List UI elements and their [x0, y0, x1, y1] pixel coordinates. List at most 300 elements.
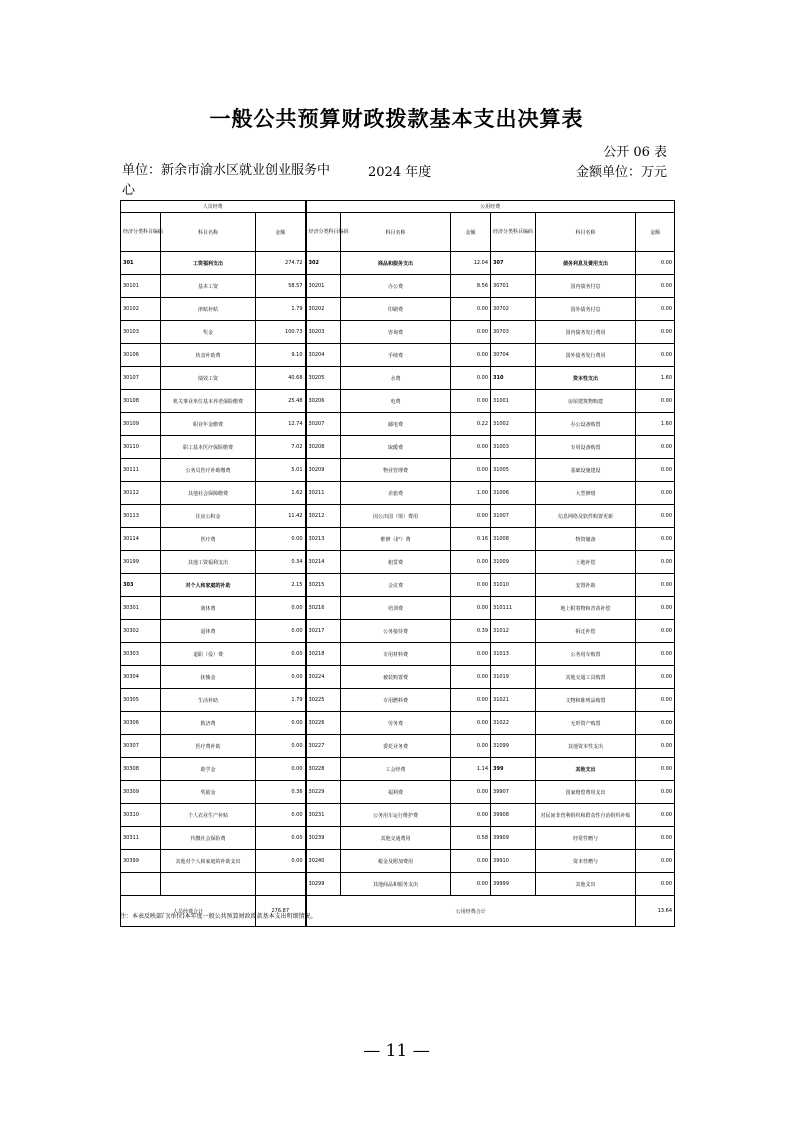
code-cell: 39909	[491, 827, 536, 850]
table-row	[121, 252, 675, 275]
amount-cell: 1.62	[256, 482, 306, 505]
code-cell: 31008	[491, 528, 536, 551]
code-cell: 31005	[491, 459, 536, 482]
code-cell: 30215	[306, 574, 341, 597]
amount-cell: 0.00	[636, 643, 675, 666]
amount-cell: 0.00	[636, 505, 675, 528]
name-cell: 因公出国（境）费用	[341, 505, 451, 528]
amount-cell: 0.00	[256, 712, 306, 735]
code-cell: 30226	[306, 712, 341, 735]
name-cell: 资本性赠与	[536, 850, 636, 873]
code-cell: 30216	[306, 597, 341, 620]
amount-header: 金额	[451, 213, 491, 252]
name-cell: 安置补助	[536, 574, 636, 597]
code-cell: 30203	[306, 321, 341, 344]
table-row	[121, 413, 675, 436]
code-cell: 30201	[306, 275, 341, 298]
name-cell: 津贴补贴	[161, 298, 256, 321]
table-row	[121, 873, 675, 896]
amount-cell: 0.00	[451, 735, 491, 758]
code-cell: 31099	[491, 735, 536, 758]
amount-header: 金额	[256, 213, 306, 252]
code-cell: 30307	[121, 735, 161, 758]
amount-cell: 0.00	[636, 252, 675, 275]
amount-cell: 12.04	[451, 252, 491, 275]
name-header: 科目名称	[341, 213, 451, 252]
code-cell: 30704	[491, 344, 536, 367]
name-cell	[161, 873, 256, 896]
code-cell: 31001	[491, 390, 536, 413]
amount-cell: 0.00	[256, 850, 306, 873]
amount-cell: 0.00	[636, 597, 675, 620]
amount-cell: 12.74	[256, 413, 306, 436]
table-row	[121, 298, 675, 321]
unit-label: 单位：新余市渝水区就业创业服务中心	[122, 163, 331, 198]
amount-cell: 0.00	[636, 712, 675, 735]
amount-cell: 0.00	[636, 804, 675, 827]
table-row	[121, 321, 675, 344]
table-row	[121, 275, 675, 298]
code-cell: 31003	[491, 436, 536, 459]
code-cell: 30199	[121, 551, 161, 574]
name-cell: 地上附着物和青苗补偿	[536, 597, 636, 620]
name-cell: 其他支出	[536, 873, 636, 896]
amount-cell: 0.00	[636, 298, 675, 321]
name-cell: 办公设备购置	[536, 413, 636, 436]
amount-cell: 0.00	[636, 781, 675, 804]
name-cell: 土地补偿	[536, 551, 636, 574]
name-cell: 文物和陈列品购置	[536, 689, 636, 712]
code-cell: 30213	[306, 528, 341, 551]
table-row	[121, 712, 675, 735]
code-cell: 30207	[306, 413, 341, 436]
code-cell: 30209	[306, 459, 341, 482]
table-row	[121, 781, 675, 804]
code-cell: 30311	[121, 827, 161, 850]
name-cell: 公务用车运行维护费	[341, 804, 451, 827]
code-cell: 31022	[491, 712, 536, 735]
code-cell: 30114	[121, 528, 161, 551]
code-cell: 30106	[121, 344, 161, 367]
amount-cell: 0.00	[451, 689, 491, 712]
code-cell: 303	[121, 574, 161, 597]
amount-cell: 0.00	[636, 390, 675, 413]
code-cell: 30240	[306, 850, 341, 873]
code-cell: 39999	[491, 873, 536, 896]
amount-cell: 0.00	[636, 689, 675, 712]
code-cell: 30701	[491, 275, 536, 298]
year-label: 2024 年度	[368, 165, 432, 180]
code-cell: 30208	[306, 436, 341, 459]
name-cell: 办公费	[341, 275, 451, 298]
amount-cell: 0.00	[451, 298, 491, 321]
code-cell: 30218	[306, 643, 341, 666]
name-cell: 基础设施建设	[536, 459, 636, 482]
table-row	[121, 574, 675, 597]
name-cell: 基本工资	[161, 275, 256, 298]
name-cell: 机关事业单位基本养老保险缴费	[161, 390, 256, 413]
page-number: — 11 —	[363, 1041, 430, 1061]
name-cell: 救济费	[161, 712, 256, 735]
name-cell: 差旅费	[341, 482, 451, 505]
code-cell: 30308	[121, 758, 161, 781]
amount-cell: 0.00	[451, 505, 491, 528]
name-cell: 对民间非营利组织和群众性自治组织补贴	[536, 804, 636, 827]
amount-cell: 0.00	[451, 344, 491, 367]
amount-cell: 11.42	[256, 505, 306, 528]
table-row	[121, 850, 675, 873]
code-cell: 301	[121, 252, 161, 275]
name-cell: 国外债务付息	[536, 298, 636, 321]
amount-cell: 0.00	[636, 482, 675, 505]
table-row	[121, 597, 675, 620]
code-cell: 30227	[306, 735, 341, 758]
table-row	[121, 643, 675, 666]
page-title: 一般公共预算财政拨款基本支出决算表	[209, 106, 584, 131]
amount-cell: 0.34	[256, 551, 306, 574]
name-cell: 医疗费补助	[161, 735, 256, 758]
table-row	[121, 344, 675, 367]
amount-cell: 0.00	[451, 436, 491, 459]
amount-cell: 0.00	[256, 666, 306, 689]
code-cell: 30399	[121, 850, 161, 873]
name-cell: 其他支出	[536, 758, 636, 781]
code-cell: 31013	[491, 643, 536, 666]
code-cell: 302	[306, 252, 341, 275]
code-cell: 30103	[121, 321, 161, 344]
name-cell: 职业年金缴费	[161, 413, 256, 436]
expenditure-table	[120, 200, 675, 927]
personnel-total-value: 276.87	[256, 896, 306, 927]
amount-cell: 8.56	[451, 275, 491, 298]
code-cell: 30108	[121, 390, 161, 413]
amount-cell: 0.00	[636, 758, 675, 781]
amount-cell: 274.72	[256, 252, 306, 275]
name-cell: 物业管理费	[341, 459, 451, 482]
table-row	[121, 505, 675, 528]
code-cell: 31009	[491, 551, 536, 574]
public-total-value: 13.64	[636, 896, 675, 927]
amount-cell: 0.22	[451, 413, 491, 436]
name-cell: 电费	[341, 390, 451, 413]
amount-cell: 0.00	[636, 275, 675, 298]
name-header: 科目名称	[161, 213, 256, 252]
amount-cell: 0.00	[256, 528, 306, 551]
table-row	[121, 367, 675, 390]
name-cell: 公务员医疗补助缴费	[161, 459, 256, 482]
name-cell: 资本性支出	[536, 367, 636, 390]
code-cell: 30302	[121, 620, 161, 643]
code-cell: 30239	[306, 827, 341, 850]
name-cell: 助学金	[161, 758, 256, 781]
code-cell: 30229	[306, 781, 341, 804]
name-cell: 培训费	[341, 597, 451, 620]
name-cell: 其他交通费用	[341, 827, 451, 850]
code-cell: 30703	[491, 321, 536, 344]
name-cell: 拆迁补偿	[536, 620, 636, 643]
name-cell: 委托业务费	[341, 735, 451, 758]
personnel-total-label: 人员经费合计	[121, 896, 256, 927]
name-cell: 工会经费	[341, 758, 451, 781]
name-cell: 专用材料费	[341, 643, 451, 666]
code-cell: 30202	[306, 298, 341, 321]
name-cell: 租赁费	[341, 551, 451, 574]
name-cell: 被装购置费	[341, 666, 451, 689]
amount-cell: 0.00	[636, 344, 675, 367]
code-cell: 30107	[121, 367, 161, 390]
table-row	[121, 459, 675, 482]
name-cell: 公务用车购置	[536, 643, 636, 666]
amount-cell	[256, 873, 306, 896]
code-cell: 30306	[121, 712, 161, 735]
table-note: 注：本表反映部门(单位)本年度一般公共预算财政拨款基本支出明细情况。	[120, 913, 317, 920]
code-cell: 399	[491, 758, 536, 781]
code-cell: 30211	[306, 482, 341, 505]
name-cell: 伙食补助费	[161, 344, 256, 367]
amount-cell: 25.48	[256, 390, 306, 413]
code-cell: 30224	[306, 666, 341, 689]
code-cell: 30310	[121, 804, 161, 827]
amount-cell: 0.00	[636, 666, 675, 689]
name-cell: 债务利息及费用支出	[536, 252, 636, 275]
name-cell: 福利费	[341, 781, 451, 804]
table-row	[121, 528, 675, 551]
amount-cell: 0.16	[451, 528, 491, 551]
name-cell: 工资福利支出	[161, 252, 256, 275]
table-row	[121, 551, 675, 574]
name-cell: 大型修缮	[536, 482, 636, 505]
name-cell: 医疗费	[161, 528, 256, 551]
amount-cell: 0.00	[636, 459, 675, 482]
name-cell: 生活补助	[161, 689, 256, 712]
name-cell: 无形资产购置	[536, 712, 636, 735]
amount-cell: 0.00	[451, 781, 491, 804]
name-cell: 咨询费	[341, 321, 451, 344]
personnel-header: 人员经费	[121, 201, 306, 213]
name-cell: 其他工资福利支出	[161, 551, 256, 574]
code-cell: 307	[491, 252, 536, 275]
name-cell: 奖金	[161, 321, 256, 344]
name-cell: 住房公积金	[161, 505, 256, 528]
code-cell: 30214	[306, 551, 341, 574]
name-cell: 维修（护）费	[341, 528, 451, 551]
table-row	[121, 620, 675, 643]
name-cell: 退休费	[161, 620, 256, 643]
code-cell: 310	[491, 367, 536, 390]
amount-cell: 0.00	[451, 459, 491, 482]
amount-cell: 9.10	[256, 344, 306, 367]
amount-cell: 0.00	[451, 390, 491, 413]
amount-cell: 0.00	[256, 735, 306, 758]
name-cell: 其他对个人和家庭的补助支出	[161, 850, 256, 873]
name-cell: 物资储备	[536, 528, 636, 551]
amount-cell: 0.00	[636, 620, 675, 643]
table-row	[121, 482, 675, 505]
amount-cell: 0.00	[636, 827, 675, 850]
name-cell: 房屋建筑物购建	[536, 390, 636, 413]
code-cell: 30204	[306, 344, 341, 367]
amount-unit-label: 金额单位：万元	[575, 165, 667, 180]
code-cell: 30217	[306, 620, 341, 643]
public-total-label: 公用经费合计	[306, 896, 636, 927]
amount-cell: 2.15	[256, 574, 306, 597]
amount-cell: 40.68	[256, 367, 306, 390]
amount-cell: 0.00	[451, 574, 491, 597]
name-cell: 劳务费	[341, 712, 451, 735]
public-header: 公用经费	[306, 201, 675, 213]
amount-header: 金额	[636, 213, 675, 252]
table-row	[121, 758, 675, 781]
code-cell: 31007	[491, 505, 536, 528]
name-cell: 邮电费	[341, 413, 451, 436]
code-cell: 30301	[121, 597, 161, 620]
name-cell: 印刷费	[341, 298, 451, 321]
name-cell: 其他商品和服务支出	[341, 873, 451, 896]
name-cell: 公务接待费	[341, 620, 451, 643]
code-cell: 31006	[491, 482, 536, 505]
name-cell: 国内债务付息	[536, 275, 636, 298]
amount-cell: 0.00	[451, 321, 491, 344]
amount-cell: 0.00	[256, 620, 306, 643]
code-header: 经济分类科目编码	[121, 213, 161, 252]
code-header: 经济分类科目编码	[491, 213, 536, 252]
code-cell: 310111	[491, 597, 536, 620]
code-cell: 31019	[491, 666, 536, 689]
amount-cell: 0.00	[636, 321, 675, 344]
name-cell: 会议费	[341, 574, 451, 597]
amount-cell: 0.00	[451, 873, 491, 896]
amount-cell: 0.00	[256, 804, 306, 827]
amount-cell: 1.79	[256, 298, 306, 321]
name-cell: 取暖费	[341, 436, 451, 459]
code-cell: 31021	[491, 689, 536, 712]
code-cell: 30113	[121, 505, 161, 528]
code-cell: 39907	[491, 781, 536, 804]
name-cell: 其他交通工具购置	[536, 666, 636, 689]
amount-cell: 0.00	[451, 643, 491, 666]
name-cell: 专用燃料费	[341, 689, 451, 712]
amount-cell: 0.36	[256, 781, 306, 804]
amount-cell: 0.00	[451, 597, 491, 620]
name-cell: 国外债务发行费用	[536, 344, 636, 367]
code-header: 经济分类科目编码	[306, 213, 341, 252]
code-cell: 30304	[121, 666, 161, 689]
code-cell: 31010	[491, 574, 536, 597]
amount-cell: 7.02	[256, 436, 306, 459]
amount-cell: 0.00	[636, 436, 675, 459]
table-row	[121, 390, 675, 413]
amount-cell: 0.00	[256, 758, 306, 781]
table-row	[121, 436, 675, 459]
code-cell: 30110	[121, 436, 161, 459]
amount-cell: 0.00	[636, 735, 675, 758]
amount-cell: 0.00	[451, 367, 491, 390]
amount-cell: 0.00	[636, 574, 675, 597]
name-cell: 商品和服务支出	[341, 252, 451, 275]
name-cell: 国内债务发行费用	[536, 321, 636, 344]
amount-cell: 0.00	[636, 850, 675, 873]
amount-cell: 100.73	[256, 321, 306, 344]
name-header: 科目名称	[536, 213, 636, 252]
name-cell: 退职（役）费	[161, 643, 256, 666]
code-cell: 30111	[121, 459, 161, 482]
amount-cell: 0.00	[451, 850, 491, 873]
code-cell: 30299	[306, 873, 341, 896]
code-cell	[121, 873, 161, 896]
name-cell: 对个人和家庭的补助	[161, 574, 256, 597]
amount-cell: 0.00	[636, 873, 675, 896]
name-cell: 代缴社会保险费	[161, 827, 256, 850]
code-cell: 30228	[306, 758, 341, 781]
code-cell: 30309	[121, 781, 161, 804]
amount-cell: 0.00	[451, 804, 491, 827]
amount-cell: 1.60	[636, 367, 675, 390]
code-cell: 30303	[121, 643, 161, 666]
table-row	[121, 666, 675, 689]
code-cell: 30225	[306, 689, 341, 712]
amount-cell: 0.00	[451, 712, 491, 735]
code-cell: 30702	[491, 298, 536, 321]
name-cell: 其他社会保障缴费	[161, 482, 256, 505]
amount-cell: 0.00	[636, 528, 675, 551]
name-cell: 手续费	[341, 344, 451, 367]
amount-cell: 0.00	[256, 827, 306, 850]
code-cell: 31012	[491, 620, 536, 643]
code-cell: 30109	[121, 413, 161, 436]
code-cell: 30102	[121, 298, 161, 321]
code-cell: 39910	[491, 850, 536, 873]
code-cell: 31002	[491, 413, 536, 436]
code-cell: 30231	[306, 804, 341, 827]
amount-cell: 0.00	[451, 551, 491, 574]
table-row	[121, 804, 675, 827]
code-cell: 30305	[121, 689, 161, 712]
name-cell: 信息网络及软件购置更新	[536, 505, 636, 528]
name-cell: 其他资本性支出	[536, 735, 636, 758]
amount-cell: 1.79	[256, 689, 306, 712]
amount-cell: 0.00	[256, 643, 306, 666]
form-number: 公开 06 表	[603, 145, 667, 160]
amount-cell: 5.01	[256, 459, 306, 482]
name-cell: 税金及附加费用	[341, 850, 451, 873]
amount-cell: 58.57	[256, 275, 306, 298]
amount-cell: 0.00	[636, 551, 675, 574]
code-cell: 30206	[306, 390, 341, 413]
name-cell: 国家赔偿费用支出	[536, 781, 636, 804]
amount-cell: 1.00	[451, 482, 491, 505]
table-row	[121, 735, 675, 758]
name-cell: 奖励金	[161, 781, 256, 804]
code-cell: 30205	[306, 367, 341, 390]
amount-cell: 0.39	[451, 620, 491, 643]
amount-cell: 1.14	[451, 758, 491, 781]
name-cell: 水费	[341, 367, 451, 390]
amount-cell: 0.00	[451, 666, 491, 689]
name-cell: 绩效工资	[161, 367, 256, 390]
name-cell: 职工基本医疗保险缴费	[161, 436, 256, 459]
name-cell: 离休费	[161, 597, 256, 620]
amount-cell: 0.00	[256, 597, 306, 620]
code-cell: 30212	[306, 505, 341, 528]
name-cell: 抚恤金	[161, 666, 256, 689]
name-cell: 个人农业生产补贴	[161, 804, 256, 827]
name-cell: 经常性赠与	[536, 827, 636, 850]
name-cell: 专用设备购置	[536, 436, 636, 459]
code-cell: 30112	[121, 482, 161, 505]
code-cell: 30101	[121, 275, 161, 298]
code-cell: 39908	[491, 804, 536, 827]
amount-cell: 0.58	[451, 827, 491, 850]
